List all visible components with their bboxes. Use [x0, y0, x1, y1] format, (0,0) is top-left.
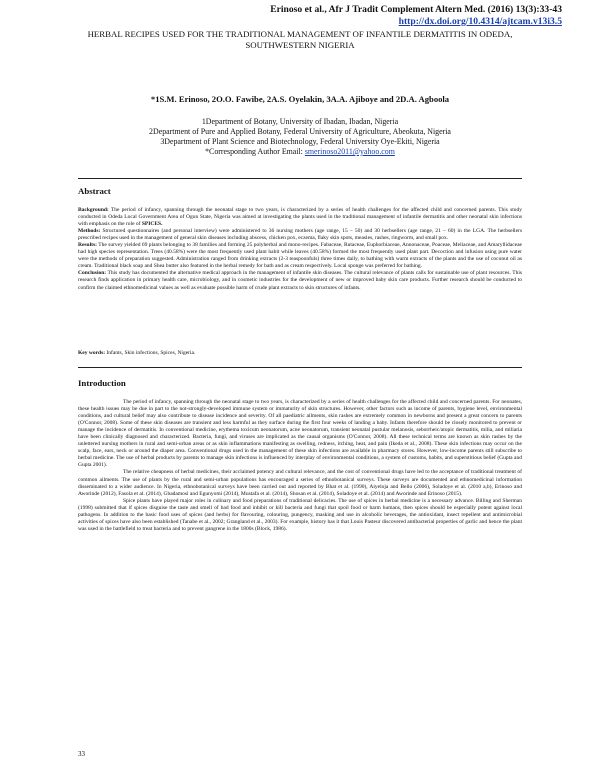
corresponding-author [60, 147, 540, 157]
divider-bottom [78, 367, 522, 368]
introduction-heading: Introduction [78, 378, 126, 388]
journal-citation: Erinoso et al., Afr J Tradit Complement Altern Med. (2016) 13(3):33-43 [270, 4, 562, 15]
background-text: The period of infancy, spanning through the neonatal stage to two years, is characterized by a series of health challenges for the affected child and concerned parents. This study conducted in Odeda Local Government Area of Ogun State, Nigeria was aimed at investigating the plants used in the traditional management of infantile dermatitis and other neonatal skin infections with emphasis on the role of [78, 207, 522, 228]
keywords-label: Key words: [78, 350, 106, 356]
affiliation-2: 2Department of Pure and Applied Botany, Federal University of Agriculture, Abeokuta, Nigeria [149, 127, 451, 136]
corresponding-label: *Corresponding Author Email: [205, 147, 305, 156]
conclusion-label: Conclusion: [78, 270, 107, 277]
affiliations [60, 117, 540, 157]
affiliation-3: 3Department of Plant Science and Biotechnology, Federal University Oye-Ekiti, Nigeria [160, 137, 440, 146]
results-text: The survey yielded 69 plants belonging to 38 families and forming 25 polyherbal and mono-recipes. Fabaceae, Rutaceae, Euphorbiaceae, Annonaceae, Poaceae, Meliaceae, and Amaryllidaceae had high species representation. Trees (40.58%) were the most frequently used plant habit while leaves (40.58%) formed the most frequently used plant part. Decoction and infusion using pure water were the methods of preparation suggested. Administration ranged from drinking extracts (2-3 teaspoonfuls) three times daily, to bathing with warm extracts of the plants and the use of coconut oil as cream. Traditional black soap and Shea butter also featured in the herbal remedy for bath and as cream respectively. Local sponge was preferred for bathing. [78, 242, 522, 270]
conclusion-text: This study has documented the alternative medical approach in the management of infantile skin diseases. The cultural relevance of plants calls for sustainable use of plant resources. This research finds application in primary health care, microbiology, and in cosmetic industries for the development of new or improved baby skin care products. Further research should be conducted to confirm the claimed ethnomedicinal values as well as evaluate possible harm of crude plant extracts to skin structures of infants. [78, 270, 522, 291]
results-label: Results: [78, 242, 97, 249]
affiliation-1: 1Department of Botany, University of Ibadan, Ibadan, Nigeria [201, 117, 399, 126]
keywords [78, 350, 522, 357]
abstract-body [78, 207, 522, 292]
abstract-heading: Abstract [78, 186, 111, 196]
author-list: *1S.M. Erinoso, 2O.O. Fawibe, 2A.S. Oyelakin, 3A.A. Ajiboye and 2D.A. Agboola [150, 94, 450, 104]
intro-paragraph-1: The period of infancy, spanning through the neonatal stage to two years, is characterized by a series of health challenges for the affected child and concerned parents. For neonates, these health issues may be due in part to the not-strongly-developed immune system or immaturity of skin structures. However, other factors such as income of parents, hygiene level, environmental conditions, and cultural belief may also contribute to disease incidence and severity. Of all paediatric ailments, skin rashes are extremely common in newborns and present a great concern to parents (O'Connor, 2008). Some of these skin diseases are transient and less harmful as they surface during the first four weeks of landing a baby. Infants therefore should be closely monitored to prevent or manage the incidence of dermatitis. In conventional medicine, erythema toxicum neonatorum, acne neonatorum, transient neonatal pustular melanosis, seborrheic/atopic dermatitis, milia, and miliaria have been clinically diagnosed and characterized. Bacteria, fungi, and viruses are implicated as the causal organisms (O'Connor, 2008). All these technical terms are known as skin rashes by the unlettered nursing mothers in rural and semi-urban areas or as skin inflammations manifesting as swelling, redness, itching, heat, and pain (Ikeda et al., 2008). These skin infections may occur on the scalp, face, ears, neck or around the diaper area. Conventional drugs used in the management of these skin infections are available in pharmacy stores. However, low-income parents still subscribe to herbal medicine. The use of herbal products by parents to manage skin infections is influenced by interplay of environmental conditions, a system of customs, habits, and superstitious belief (Gupta and Gupta 2001). [78, 399, 522, 469]
journal-header [270, 4, 562, 28]
abstract-conclusion [78, 270, 522, 291]
methods-text: Structured questionnaires (and personal interview) were administered to 36 nursing mothers (age range, 15 – 50) and 30 herbsellers (age range, 21 – 60) in the LGA. The herbsellers prescribed recipes used in the management of general skin diseases including abscess, chicken pox, eczema, flaky skin spots, measles, rashes, ringworm, and small pox. [78, 228, 522, 242]
keywords-text: Infants, Skin infections, Spices, Nigeria. [105, 350, 196, 356]
background-emphasis: SPICES. [141, 221, 163, 228]
background-label: Background: [78, 207, 109, 213]
intro-paragraph-2: The relative cheapness of herbal medicines, their acclaimed potency and cultural relevance, and the cost of conventional drugs have led to the acceptance of traditional treatment of common ailments. The use of plants by the rural and semi-urban populations has encouraged a series of ethnobotanical surveys. These surveys are documented and ethnomedicinal information disseminated to a wider audience. In Nigeria, ethnobotanical surveys have been carried out and reported by Bhat et al. (1990), Aiyeloja and Bello (2006), Soladoye et al. (2010 a,b), Erinoso and Aworinde (2012), Fasola et al. (2014), Gbadamosi and Egunyomi (2014), Mustafa et al. (2014), Shosan et al. (2014), Soladoye et al. (2014) and Aworinde and Erinoso (2015). [78, 469, 522, 497]
abstract-results [78, 242, 522, 270]
paper-title: HERBAL RECIPES USED FOR THE TRADITIONAL MANAGEMENT OF INFANTILE DERMATITIS IN ODEDA, SOUTHWESTERN NIGERIA [87, 29, 513, 50]
doi-link[interactable]: http://dx.doi.org/10.4314/ajtcam.v13i3.5 [398, 16, 562, 27]
divider-top [78, 178, 522, 179]
page-number: 33 [78, 750, 85, 758]
intro-paragraph-3: Spice plants have played major roles in culinary and food preparations of traditional delicacies. The use of spices in herbal medicine is a necessary advance. Billing and Sherman (1998) submitted that if spices disguise the taste and smell of bad food and inhibit or kill bacteria and fungi that spoil food or harm humans, then spices should be especially potent against local pathogens. In addition to the basic food uses of spices (and herbs) for flavouring, colouring, pungency, masking and use in alcoholic beverages, the antioxidant, insect repellent and antimicrobial activities of spices have also been established (Tanabe et al., 2002; Grangland et al., 2003). For example, history has it that Louis Pasteur discovered antibacterial properties of garlic and hence the plant was used in the battlefield to treat bacteria and to prevent gangrene in the 1800s (Block, 1986). [78, 497, 522, 532]
methods-label: Methods: [78, 228, 101, 235]
abstract-background [78, 207, 522, 228]
introduction-body [78, 399, 522, 533]
author-email-link[interactable]: smerinoso2011@yahoo.com [304, 147, 395, 156]
abstract-methods [78, 228, 522, 242]
